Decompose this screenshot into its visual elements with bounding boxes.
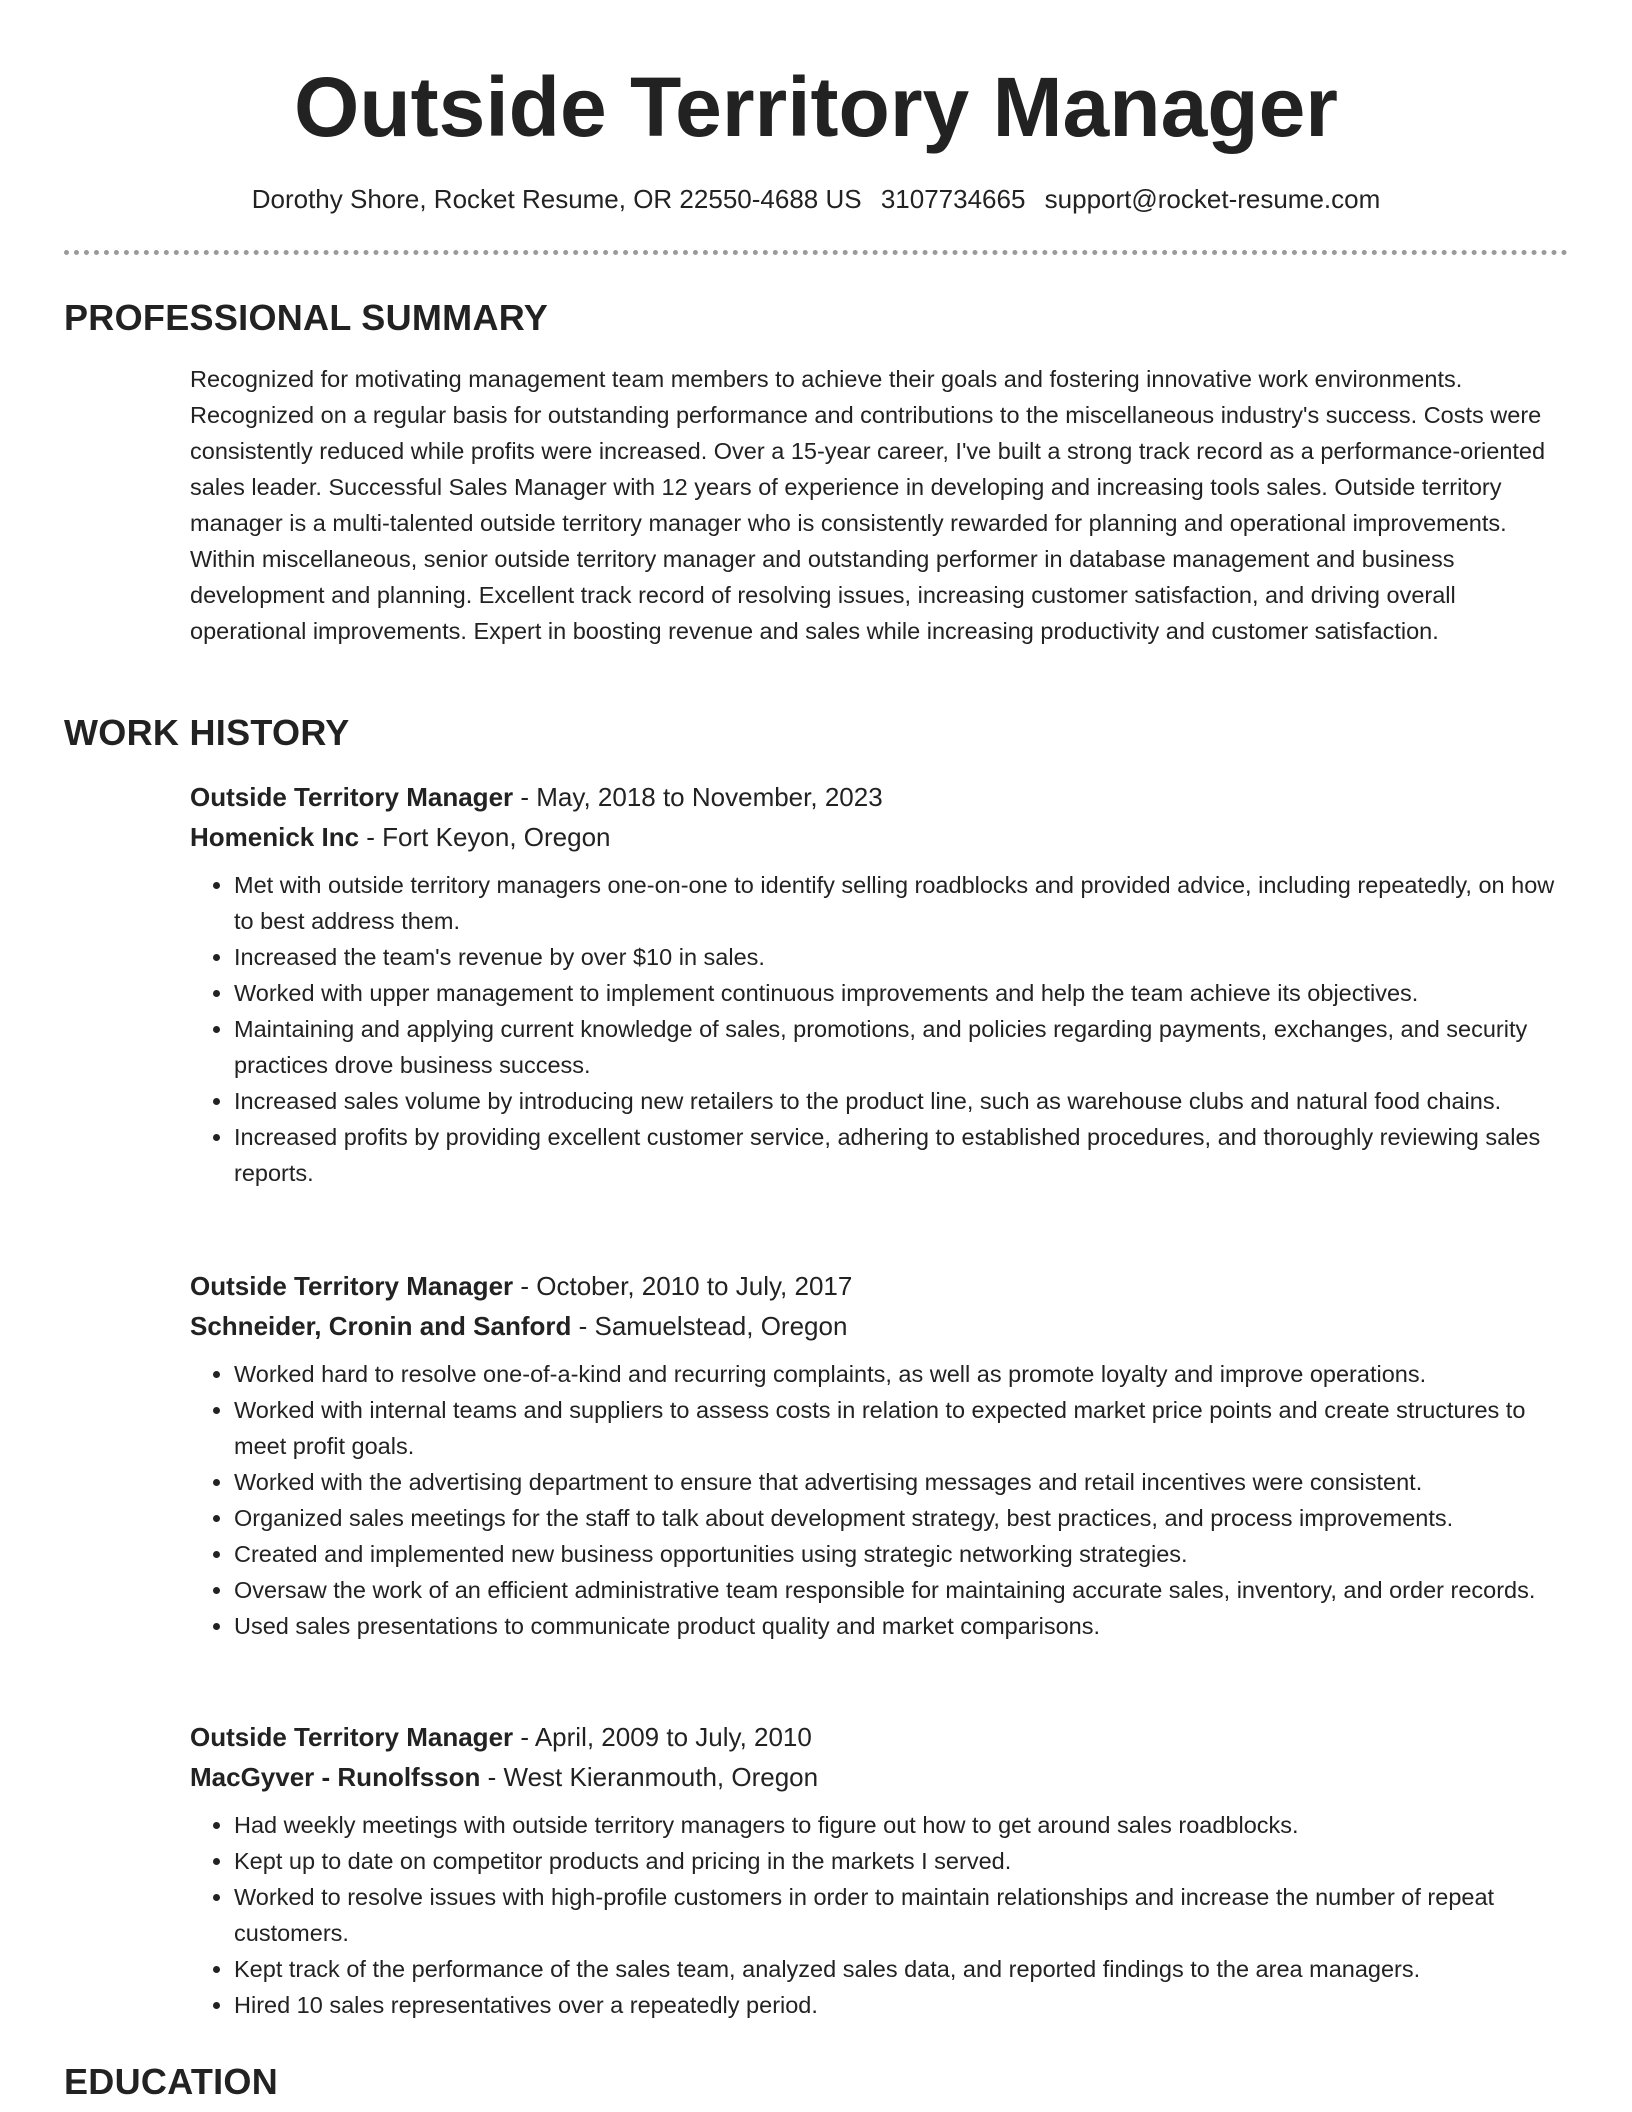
job-entry <box>190 1266 1574 1644</box>
job-bullet: • Worked with upper management to implement continuous improvements and help the team achieve its objectives. <box>234 975 1574 1011</box>
job-company-line <box>190 817 1574 857</box>
job-bullet: • Increased the team's revenue by over $10 in sales. <box>234 939 1574 975</box>
job-location: - West Kieranmouth, Oregon <box>480 1762 819 1792</box>
job-bullet: • Created and implemented new business opportunities using strategic networking strategies. <box>234 1536 1574 1572</box>
job-bullets <box>190 867 1574 1191</box>
section-heading-education: EDUCATION <box>64 2061 279 2102</box>
job-bullet: • Worked with the advertising department to ensure that advertising messages and retail incentives were consistent. <box>234 1464 1574 1500</box>
job-bullets <box>190 1807 1574 2023</box>
job-title-line <box>190 777 1574 817</box>
section-heading-summary: PROFESSIONAL SUMMARY <box>64 297 549 338</box>
contact-email: support@rocket-resume.com <box>1044 184 1381 214</box>
job-company-line <box>190 1757 1574 1797</box>
job-bullet: • Kept track of the performance of the sales team, analyzed sales data, and reported findings to the area managers. <box>234 1951 1574 1987</box>
job-bullet: • Organized sales meetings for the staff to talk about development strategy, best practices, and process improvements. <box>234 1500 1574 1536</box>
job-title: Outside Territory Manager <box>190 782 514 812</box>
job-bullet: • Kept up to date on competitor products and pricing in the markets I served. <box>234 1843 1574 1879</box>
job-bullet: • Hired 10 sales representatives over a repeatedly period. <box>234 1987 1574 2023</box>
job-bullet: • Had weekly meetings with outside territory managers to figure out how to get around sales roadblocks. <box>234 1807 1574 1843</box>
contact-phone: 3107734665 <box>880 184 1026 214</box>
job-dates: - April, 2009 to July, 2010 <box>513 1722 812 1752</box>
job-bullet: • Worked to resolve issues with high-profile customers in order to maintain relationships and increase the number of repeat customers. <box>234 1879 1574 1951</box>
job-entry <box>190 777 1574 1191</box>
job-bullet: • Maintaining and applying current knowledge of sales, promotions, and policies regarding payments, exchanges, and security practices drove business success. <box>234 1011 1574 1083</box>
job-location: - Fort Keyon, Oregon <box>359 822 611 852</box>
job-title-line <box>190 1266 1574 1306</box>
job-dates: - May, 2018 to November, 2023 <box>513 782 883 812</box>
job-bullets <box>190 1356 1574 1644</box>
job-location: - Samuelstead, Oregon <box>571 1311 848 1341</box>
job-bullet: • Increased profits by providing excellent customer service, adhering to established procedures, and thoroughly reviewing sales reports. <box>234 1119 1574 1191</box>
job-company: Schneider, Cronin and Sanford <box>190 1311 572 1341</box>
summary-block <box>190 361 1574 649</box>
job-company: Homenick Inc <box>190 822 360 852</box>
job-bullet: • Increased sales volume by introducing new retailers to the product line, such as warehouse clubs and natural food chains. <box>234 1083 1574 1119</box>
header-divider <box>64 250 1568 255</box>
job-entry <box>190 1717 1574 2023</box>
contact-line <box>0 181 1632 217</box>
job-dates: - October, 2010 to July, 2017 <box>513 1271 853 1301</box>
job-bullet: • Used sales presentations to communicate product quality and market comparisons. <box>234 1608 1574 1644</box>
job-bullet: • Oversaw the work of an efficient administrative team responsible for maintaining accurate sales, inventory, and order records. <box>234 1572 1574 1608</box>
job-bullet: • Worked hard to resolve one-of-a-kind and recurring complaints, as well as promote loyalty and improve operations. <box>234 1356 1574 1392</box>
job-company-line <box>190 1306 1574 1346</box>
summary-text: Recognized for motivating management team members to achieve their goals and fostering innovative work environments. Recognized on a regular basis for outstanding performance and contributions to the miscellaneous industry's success. Costs were consistently reduced while profits were increased. Over a 15-year career, I've built a strong track record as a performance-oriented sales leader. Successful Sales Manager with 12 years of experience in developing and increasing tools sales. Outside territory manager is a multi-talented outside territory manager who is consistently rewarded for planning and operational improvements. Within miscellaneous, senior outside territory manager and outstanding performer in database management and business development and planning. Excellent track record of resolving issues, increasing customer satisfaction, and driving overall operational improvements. Expert in boosting revenue and sales while increasing productivity and customer satisfaction. <box>190 366 1546 644</box>
job-bullet: • Met with outside territory managers one-on-one to identify selling roadblocks and provided advice, including repeatedly, on how to best address them. <box>234 867 1574 939</box>
job-bullet: • Worked with internal teams and suppliers to assess costs in relation to expected market price points and create structures to meet profit goals. <box>234 1392 1574 1464</box>
job-title-line <box>190 1717 1574 1757</box>
job-title: Outside Territory Manager <box>190 1271 514 1301</box>
contact-address: Dorothy Shore, Rocket Resume, OR 22550-4688 US <box>251 184 862 214</box>
job-company: MacGyver - Runolfsson <box>190 1762 481 1792</box>
resume-title: Outside Territory Manager <box>293 60 1338 154</box>
section-heading-work-history: WORK HISTORY <box>64 712 350 753</box>
job-title: Outside Territory Manager <box>190 1722 514 1752</box>
